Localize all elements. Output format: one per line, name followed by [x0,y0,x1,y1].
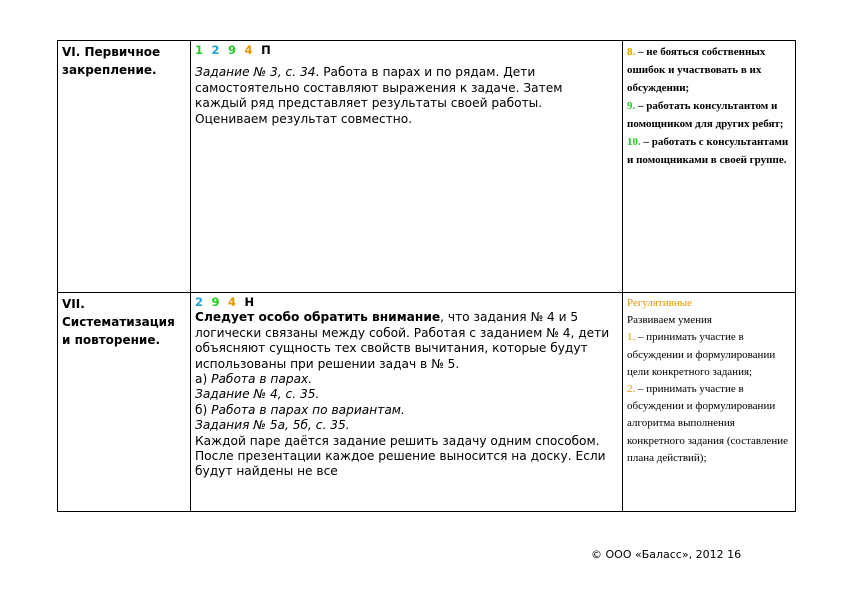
item-a: а) Работа в парах. [195,372,313,387]
lesson-table [57,40,796,512]
outcome-item: 1. – принимать участие в обсуждении и формулировании цели конкретного задания; [627,331,776,378]
table-row [58,41,796,293]
skill-code: 9 [211,295,221,309]
outcome-item: 8. – не бояться собственных ошибок и участвовать в их обсуждении; [627,46,766,94]
outcomes-sub: Развиваем умения [627,314,712,327]
outcome-item: 9. – работать консультантом и помощником для других ребят; [627,100,784,130]
outcomes-cell [623,293,796,512]
table-row [58,293,796,512]
activity-cell [191,293,623,512]
task-ref: Задания № 5а, 5б, с. 35. [195,418,350,433]
skill-code: П [261,43,272,57]
skill-code: 4 [244,43,254,57]
task-paragraph [195,65,618,127]
outcome-item: 10. – работать с консультантами и помощниками в своей группе. [627,136,789,166]
outcomes-heading: Регулятивные [627,297,692,309]
outcome-item: 2. – принимать участие в обсуждении и формулировании алгоритма выполнения конкретного задания (составление плана действий); [627,383,788,464]
skill-codes [195,295,618,310]
outcomes-cell [623,41,796,293]
stage-cell: VI. Первичное закрепление. [58,41,191,293]
task-ref: Задание № 3, с. 34 [195,65,316,80]
skill-code: Н [244,295,255,309]
skill-code: 1 [195,43,204,57]
page-footer: © ООО «Баласс», 2012 16 [591,548,742,561]
skill-code: 4 [228,295,237,309]
task-ref: Задание № 4, с. 35. [195,387,320,402]
activity-cell [191,41,623,293]
task-text: . Работа в парах и по рядам. Дети самостоятельно составляют выражения к задаче. Затем каждый ряд представляет результаты своей работы. Оцениваем результат совместно. [195,65,563,126]
stage-cell: VII. Систематизация и повторение. [58,293,191,512]
item-b: б) Работа в парах по вариантам. [195,402,405,417]
skill-codes [195,43,618,58]
skill-code: 9 [228,43,237,57]
skill-code: 2 [211,43,221,57]
lead-paragraph: Следует особо обратить внимание, что задания № 4 и 5 логически связаны между собой. Работая с заданием № 4, дети объясняют сущность тех свойств вычитания, которые будут использованы при решении задач в № 5. [195,310,610,371]
skill-code: 2 [195,295,204,309]
closing-paragraph: Каждой паре даётся задание решить задачу одним способом. После презентации каждое решение выносится на доску. Если будут найдены не все [195,433,606,479]
